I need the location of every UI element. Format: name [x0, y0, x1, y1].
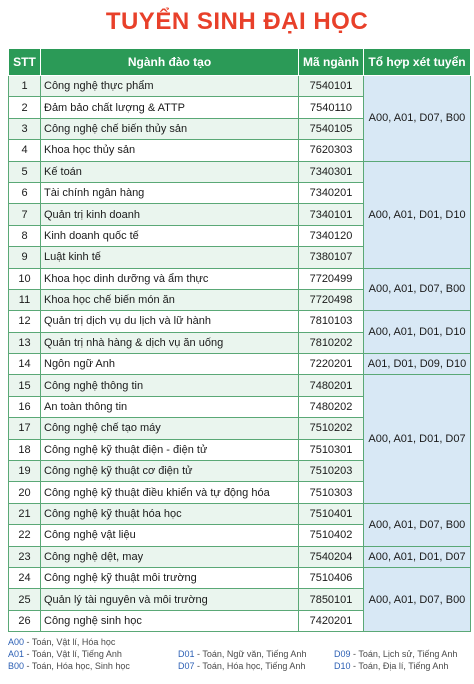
- row-stt: 24: [9, 567, 41, 588]
- header-stt: STT: [9, 49, 41, 76]
- row-code: 7540204: [299, 546, 364, 567]
- row-stt: 14: [9, 354, 41, 375]
- table-row: [9, 546, 471, 567]
- row-code: 7720499: [299, 268, 364, 289]
- combo-cell: A00, A01, D07, B00: [364, 268, 471, 311]
- combo-cell: A00, A01, D01, D10: [364, 311, 471, 354]
- row-major: Tài chính ngân hàng: [41, 182, 299, 203]
- row-stt: 17: [9, 418, 41, 439]
- legend-item: [178, 649, 306, 659]
- table-row: [9, 503, 471, 524]
- row-stt: 2: [9, 97, 41, 118]
- row-major: Công nghệ kỹ thuật hóa học: [41, 503, 299, 524]
- legend-item: [178, 661, 305, 671]
- table-row: [9, 354, 471, 375]
- row-stt: 25: [9, 589, 41, 610]
- legend-code: D01: [178, 649, 195, 659]
- row-code: 7540110: [299, 97, 364, 118]
- row-code: 7810103: [299, 311, 364, 332]
- row-stt: 11: [9, 289, 41, 310]
- combo-cell: A01, D01, D09, D10: [364, 354, 471, 375]
- row-major: Công nghệ kỹ thuật cơ điện tử: [41, 461, 299, 482]
- combo-cell: A00, A01, D07, B00: [364, 76, 471, 162]
- row-code: 7510402: [299, 525, 364, 546]
- row-code: 7220201: [299, 354, 364, 375]
- row-stt: 5: [9, 161, 41, 182]
- row-code: 7510406: [299, 567, 364, 588]
- row-code: 7540101: [299, 76, 364, 97]
- row-major: Quản trị kinh doanh: [41, 204, 299, 225]
- legend-code: D10: [334, 661, 351, 671]
- row-stt: 3: [9, 118, 41, 139]
- table-row: [9, 268, 471, 289]
- row-major: Công nghệ chế biến thủy sản: [41, 118, 299, 139]
- row-major: Công nghệ kỹ thuật điều khiển và tự động hóa: [41, 482, 299, 503]
- legend-item: [334, 661, 448, 671]
- row-code: 7340101: [299, 204, 364, 225]
- combo-cell: A00, A01, D07, B00: [364, 503, 471, 546]
- row-major: Công nghệ chế tạo máy: [41, 418, 299, 439]
- legend-desc: - Toán, Địa lí, Tiếng Anh: [350, 661, 449, 671]
- row-code: 7340301: [299, 161, 364, 182]
- row-code: 7340120: [299, 225, 364, 246]
- table-row: [9, 76, 471, 97]
- table-row: [9, 161, 471, 182]
- row-stt: 26: [9, 610, 41, 631]
- row-major: Công nghệ vật liệu: [41, 525, 299, 546]
- row-major: Kinh doanh quốc tế: [41, 225, 299, 246]
- row-code: 7480202: [299, 396, 364, 417]
- legend-desc: - Toán, Vật lí, Hóa học: [24, 637, 116, 647]
- legend-item: [8, 661, 130, 671]
- legend-code: B00: [8, 661, 25, 671]
- row-major: Công nghệ dệt, may: [41, 546, 299, 567]
- row-major: Quản trị nhà hàng & dịch vụ ăn uống: [41, 332, 299, 353]
- row-major: Ngôn ngữ Anh: [41, 354, 299, 375]
- table-header-row: [9, 49, 471, 76]
- legend-desc: - Toán, Vật lí, Tiếng Anh: [24, 649, 122, 659]
- row-stt: 1: [9, 76, 41, 97]
- row-stt: 9: [9, 247, 41, 268]
- row-major: Công nghệ kỹ thuật môi trường: [41, 567, 299, 588]
- legend: [8, 637, 470, 681]
- row-major: Công nghệ kỹ thuật điện - điện tử: [41, 439, 299, 460]
- row-code: 7510303: [299, 482, 364, 503]
- legend-code: A01: [8, 649, 25, 659]
- row-stt: 10: [9, 268, 41, 289]
- combo-cell: A00, A01, D07, B00: [364, 567, 471, 631]
- row-major: Công nghệ thực phẩm: [41, 76, 299, 97]
- row-code: 7510202: [299, 418, 364, 439]
- legend-desc: - Toán, Hóa học, Sinh học: [24, 661, 130, 671]
- row-stt: 15: [9, 375, 41, 396]
- row-major: Quản trị dịch vụ du lịch và lữ hành: [41, 311, 299, 332]
- row-stt: 20: [9, 482, 41, 503]
- row-code: 7620303: [299, 140, 364, 161]
- row-stt: 21: [9, 503, 41, 524]
- legend-desc: - Toán, Lịch sử, Tiếng Anh: [350, 649, 458, 659]
- row-stt: 13: [9, 332, 41, 353]
- row-code: 7540105: [299, 118, 364, 139]
- row-code: 7480201: [299, 375, 364, 396]
- header-combination: Tổ hợp xét tuyển: [364, 49, 471, 76]
- header-major: Ngành đào tạo: [41, 49, 299, 76]
- row-code: 7850101: [299, 589, 364, 610]
- row-code: 7510401: [299, 503, 364, 524]
- row-major: Đảm bảo chất lượng & ATTP: [41, 97, 299, 118]
- legend-item: [8, 649, 122, 659]
- legend-code: D09: [334, 649, 351, 659]
- row-major: Khoa học dinh dưỡng và ẩm thực: [41, 268, 299, 289]
- row-stt: 4: [9, 140, 41, 161]
- row-major: Khoa học chế biến món ăn: [41, 289, 299, 310]
- row-stt: 8: [9, 225, 41, 246]
- table-row: [9, 311, 471, 332]
- row-major: Khoa học thủy sản: [41, 140, 299, 161]
- legend-item: [334, 649, 457, 659]
- page-title: TUYỂN SINH ĐẠI HỌC: [105, 8, 369, 35]
- row-code: 7340201: [299, 182, 364, 203]
- row-major: Công nghệ thông tin: [41, 375, 299, 396]
- row-stt: 16: [9, 396, 41, 417]
- row-major: Quản lý tài nguyên và môi trường: [41, 589, 299, 610]
- row-code: 7810202: [299, 332, 364, 353]
- row-major: An toàn thông tin: [41, 396, 299, 417]
- combo-cell: A00, A01, D01, D07: [364, 375, 471, 503]
- legend-item: [8, 637, 115, 647]
- row-stt: 7: [9, 204, 41, 225]
- row-code: 7720498: [299, 289, 364, 310]
- row-code: 7510203: [299, 461, 364, 482]
- header-code: Mã ngành: [299, 49, 364, 76]
- row-major: Kế toán: [41, 161, 299, 182]
- row-stt: 12: [9, 311, 41, 332]
- combo-cell: A00, A01, D01, D10: [364, 161, 471, 268]
- legend-desc: - Toán, Hóa học, Tiếng Anh: [194, 661, 306, 671]
- legend-code: D07: [178, 661, 195, 671]
- row-stt: 19: [9, 461, 41, 482]
- row-major: Công nghệ sinh học: [41, 610, 299, 631]
- table-row: [9, 375, 471, 396]
- row-code: 7420201: [299, 610, 364, 631]
- row-major: Luật kinh tế: [41, 247, 299, 268]
- legend-desc: - Toán, Ngữ văn, Tiếng Anh: [194, 649, 307, 659]
- row-stt: 6: [9, 182, 41, 203]
- row-stt: 18: [9, 439, 41, 460]
- table-row: [9, 567, 471, 588]
- row-stt: 23: [9, 546, 41, 567]
- legend-code: A00: [8, 637, 25, 647]
- row-code: 7510301: [299, 439, 364, 460]
- row-code: 7380107: [299, 247, 364, 268]
- row-stt: 22: [9, 525, 41, 546]
- combo-cell: A00, A01, D01, D07: [364, 546, 471, 567]
- admissions-table: [8, 48, 471, 632]
